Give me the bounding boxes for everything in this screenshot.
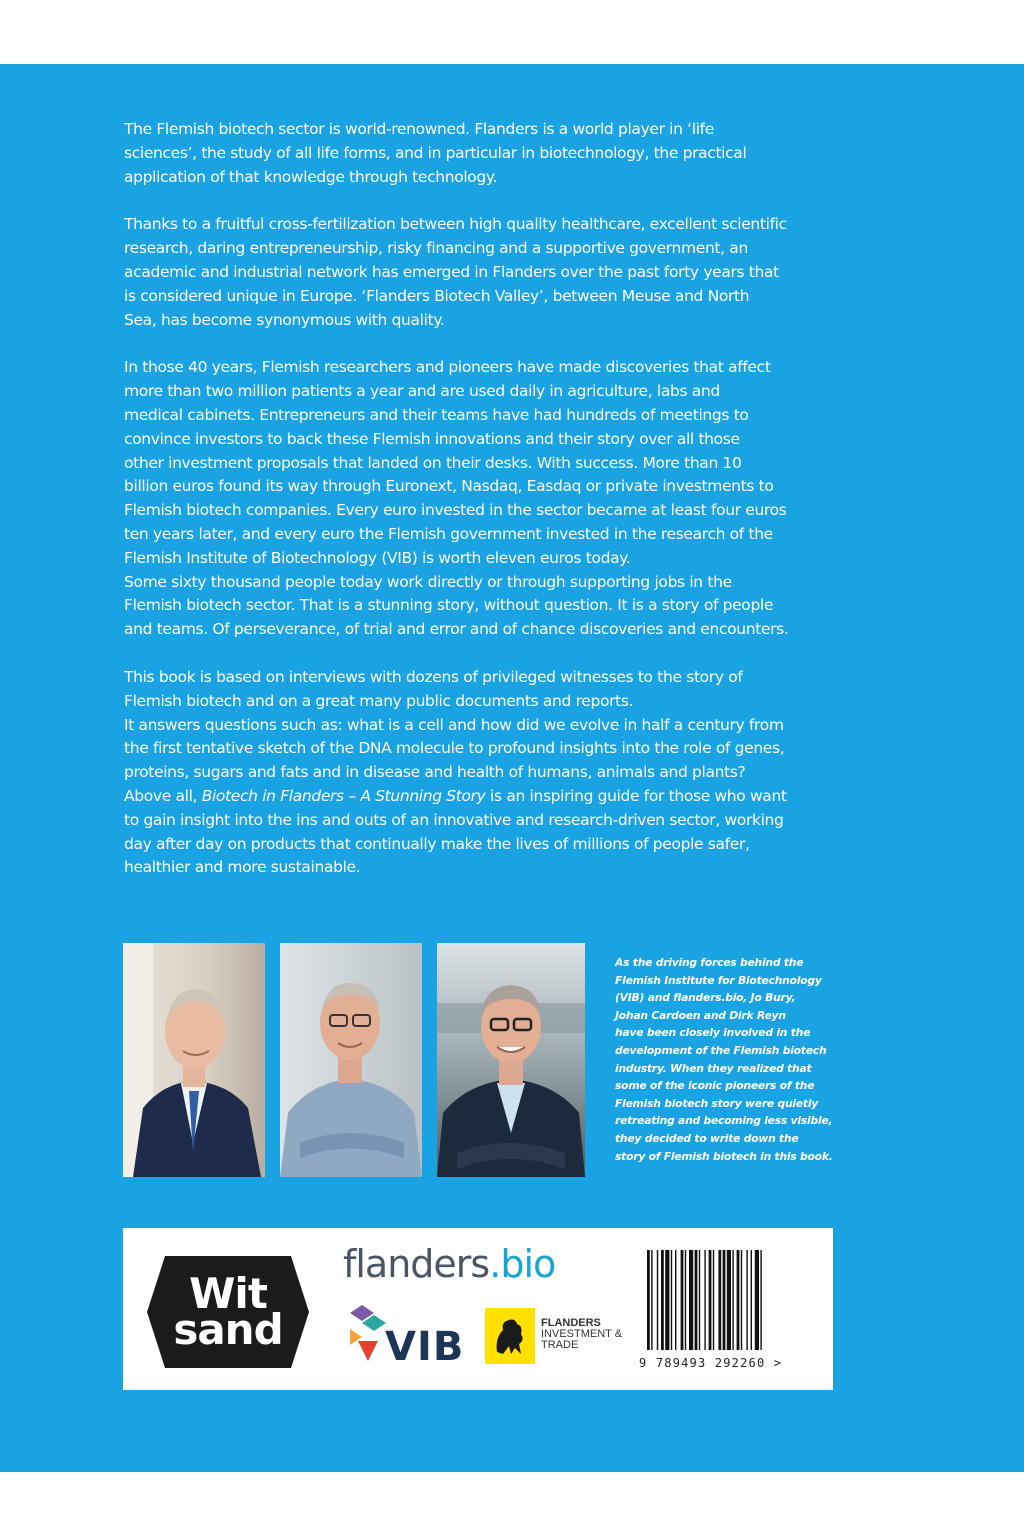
blurb-line: It answers questions such as: what is a cell and how did we evolve in half a century from [124, 715, 784, 734]
blurb-line: billion euros found its way through Euronext, Nasdaq, Easdaq or private investments to [124, 477, 774, 496]
barcode-bar [651, 1250, 652, 1350]
blurb-line: proteins, sugars and fats and in disease and health of humans, animals and plants? [124, 763, 746, 782]
barcode-bar [671, 1250, 672, 1350]
blurb-line: Some sixty thousand people today work directly or through supporting jobs in the [124, 572, 732, 591]
author-caption [615, 954, 837, 1165]
book-title-italic: Biotech in Flanders – A Stunning Story [201, 786, 486, 805]
fit-line: TRADE [541, 1339, 579, 1351]
vib-logo-icon [348, 1303, 388, 1367]
caption-line: development of the Flemish biotech [615, 1043, 827, 1057]
barcode-bar [695, 1250, 698, 1350]
blurb-line: to gain insight into the ins and outs of an innovative and research-driven sector, working [124, 810, 784, 829]
barcode-bar [732, 1250, 733, 1350]
barcode-bar [647, 1250, 650, 1350]
barcode-bar [755, 1250, 759, 1350]
witsand-logo [145, 1246, 311, 1378]
blurb-line: convince investors to back these Flemish innovations and their story over all those [124, 429, 740, 448]
blurb-line: and teams. Of perseverance, of trial and error and of chance discoveries and encounters. [124, 620, 789, 639]
caption-line: Johan Cardoen and Dirk Reyn [615, 1008, 786, 1022]
barcode-bar [709, 1250, 712, 1350]
publisher-logo-band [123, 1228, 833, 1390]
barcode-bar [723, 1250, 726, 1350]
flanders-bio-word: flanders [343, 1242, 490, 1286]
barcode-bar [681, 1250, 684, 1350]
blurb-line: medical cabinets. Entrepreneurs and their teams have had hundreds of meetings to [124, 405, 749, 424]
barcode-bar [665, 1250, 669, 1350]
blurb-line: is considered unique in Europe. ‘Flanders Biotech Valley’, between Meuse and North [124, 286, 750, 305]
author-photo-2 [280, 943, 422, 1177]
barcode-bar [675, 1250, 676, 1350]
barcode-bar [661, 1250, 664, 1350]
blurb-line: ten years later, and every euro the Flemish government invested in the research of the [124, 524, 773, 543]
witsand-word: Wit [189, 1269, 267, 1318]
caption-line: some of the iconic pioneers of the [615, 1079, 815, 1093]
barcode-bar [737, 1250, 740, 1350]
barcode-bar [699, 1250, 700, 1350]
vib-logo: VIB [385, 1324, 465, 1370]
caption-line: retreating and becoming less visible, [615, 1114, 833, 1128]
blurb-line: Thanks to a fruitful cross-fertilization between high quality healthcare, excellent scientific [124, 215, 787, 234]
barcode-bar [689, 1250, 693, 1350]
blurb-line: This book is based on interviews with dozens of privileged witnesses to the story of [124, 667, 743, 686]
blurb-line: academic and industrial network has emerged in Flanders over the past forty years that [124, 262, 779, 281]
barcode-bar [760, 1250, 761, 1350]
blurb-line: the first tentative sketch of the DNA molecule to profound insights into the role of genes, [124, 739, 785, 758]
blurb-line: sciences’, the study of all life forms, and in particular in biotechnology, the practical [124, 143, 747, 162]
blurb-line: application of that knowledge through technology. [124, 167, 498, 186]
caption-line: have been closely involved in the [615, 1026, 811, 1040]
blurb-line: Flemish biotech sector. That is a stunning story, without question. It is a story of people [124, 596, 774, 615]
blurb-paragraph-4 [124, 666, 844, 880]
flanders-investment-trade-logo [541, 1318, 631, 1351]
barcode-bar [704, 1250, 705, 1350]
flanders-bio-word: bio [500, 1242, 556, 1286]
caption-line: Flemish Institute for Biotechnology [615, 973, 822, 987]
author-photo-1 [123, 943, 265, 1177]
blurb-line: research, daring entrepreneurship, risky financing and a supportive government, an [124, 239, 748, 258]
fit-line: INVESTMENT & [541, 1328, 623, 1340]
barcode-bar [657, 1250, 658, 1350]
flanders-bio-logo [343, 1242, 555, 1286]
caption-line: they decided to write down the [615, 1131, 799, 1145]
blurb-line: Sea, has become synonymous with quality. [124, 310, 445, 329]
caption-line: Flemish biotech story were quietly [615, 1096, 819, 1110]
blurb-line: other investment proposals that landed on their desks. With success. More than 10 [124, 453, 742, 472]
back-cover-blurb [124, 118, 844, 904]
barcode-bar [741, 1250, 742, 1350]
fit-line: FLANDERS [541, 1317, 601, 1329]
barcode-bar [713, 1250, 714, 1350]
blurb-text: Above all, [124, 786, 202, 805]
blurb-line: In those 40 years, Flemish researchers and pioneers have made discoveries that affect [124, 358, 771, 377]
blurb-line-above-all [124, 785, 844, 809]
isbn-number: 9 789493 292260 > [639, 1356, 783, 1370]
blurb-paragraph-2 [124, 213, 844, 332]
barcode-bar [746, 1250, 747, 1350]
blurb-line: Flemish biotech and on a great many public documents and reports. [124, 691, 634, 710]
blurb-line: day after day on products that continually make the lives of millions of people safer, [124, 834, 750, 853]
author-photo-3 [437, 943, 585, 1177]
barcode-bar [685, 1250, 686, 1350]
blurb-line: healthier and more sustainable. [124, 858, 361, 877]
blurb-paragraph-1 [124, 118, 844, 189]
barcode-bar [727, 1250, 731, 1350]
barcode-bar [718, 1250, 721, 1350]
caption-line: industry. When they realized that [615, 1061, 812, 1075]
caption-line: story of Flemish biotech in this book. [615, 1149, 833, 1163]
blurb-text: is an inspiring guide for those who want [485, 786, 787, 805]
isbn-barcode [645, 1250, 801, 1354]
blurb-paragraph-3 [124, 356, 844, 642]
blurb-line: more than two million patients a year and are used daily in agriculture, labs and [124, 382, 720, 401]
flanders-bio-dot: . [489, 1242, 501, 1286]
caption-line: As the driving forces behind the [615, 956, 804, 969]
blurb-line: The Flemish biotech sector is world-renowned. Flanders is a world player in ‘life [124, 120, 714, 138]
barcode-bar [751, 1250, 752, 1350]
blurb-line: Flemish Institute of Biotechnology (VIB) is worth eleven euros today. [124, 548, 631, 567]
flanders-lion-icon [485, 1308, 535, 1364]
caption-line: (VIB) and flanders.bio, Jo Bury, [615, 991, 796, 1005]
witsand-word: sand [173, 1305, 283, 1354]
blurb-line: Flemish biotech companies. Every euro invested in the sector became at least four euros [124, 501, 787, 520]
